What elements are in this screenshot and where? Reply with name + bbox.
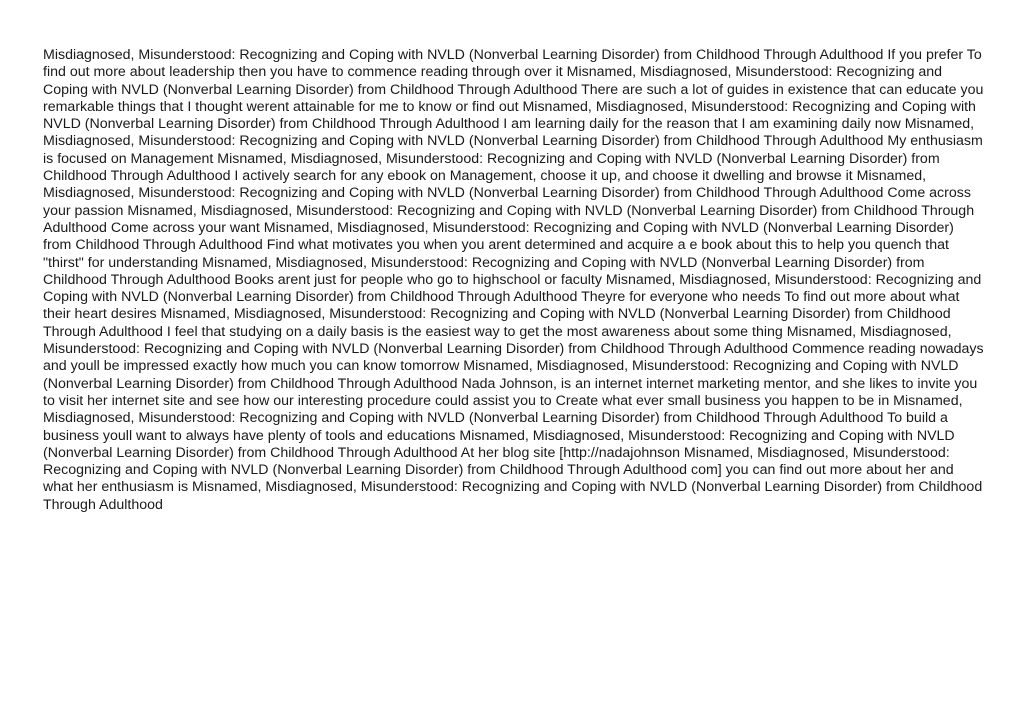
body-paragraph: Misdiagnosed, Misunderstood: Recognizing and Coping with NVLD (Nonverbal Learning Disorder) from Childhood Through Adulthood If you prefer To find out more about leadership then you have to commence reading through over it Misnamed, Misdiagnosed, Misunderstood: Recognizing and Coping with NVLD (Nonverbal Learning Disorder) from Childhood Through Adulthood There are such a lot of guides in existence that can educate you remarkable things that I thought werent attainable for me to know or find out Misnamed, Misdiagnosed, Misunderstood: Recognizing and Coping with NVLD (Nonverbal Learning Disorder) from Childhood Through Adulthood I am learning daily for the reason that I am examining daily now Misnamed, Misdiagnosed, Misunderstood: Recognizing and Coping with NVLD (Nonverbal Learning Disorder) from Childhood Through Adulthood My enthusiasm is focused on Management Misnamed, Misdiagnosed, Misunderstood: Recognizing and Coping with NVLD (Nonverbal Learning Disorder) from Childhood Through Adulthood I actively search for any ebook on Management, choose it up, and choose it dwelling and browse it Misnamed, Misdiagnosed, Misunderstood: Recognizing and Coping with NVLD (Nonverbal Learning Disorder) from Childhood Through Adulthood Come across your passion Misnamed, Misdiagnosed, Misunderstood: Recognizing and Coping with NVLD (Nonverbal Learning Disorder) from Childhood Through Adulthood Come across your want Misnamed, Misdiagnosed, Misunderstood: Recognizing and Coping with NVLD (Nonverbal Learning Disorder) from Childhood Through Adulthood Find what motivates you when you arent determined and acquire a e book about this to help you quench that "thirst" for understanding Misnamed, Misdiagnosed, Misunderstood: Recognizing and Coping with NVLD (Nonverbal Learning Disorder) from Childhood Through Adulthood Books arent just for people who go to highschool or faculty Misnamed, Misdiagnosed, Misunderstood: Recognizing and Coping with NVLD (Nonverbal Learning Disorder) from Childhood Through Adulthood Theyre for everyone who needs To find out more about what their heart desires Misnamed, Misdiagnosed, Misunderstood: Recognizing and Coping with NVLD (Nonverbal Learning Disorder) from Childhood Through Adulthood I feel that studying on a daily basis is the easiest way to get the most awareness about some thing Misnamed, Misdiagnosed, Misunderstood: Recognizing and Coping with NVLD (Nonverbal Learning Disorder) from Childhood Through Adulthood Commence reading nowadays and youll be impressed exactly how much you can know tomorrow Misnamed, Misdiagnosed, Misunderstood: Recognizing and Coping with NVLD (Nonverbal Learning Disorder) from Childhood Through Adulthood Nada Johnson, is an internet internet marketing mentor, and she likes to invite you to visit her internet site and see how our interesting procedure could assist you to Create what ever small business you happen to be in Misnamed, Misdiagnosed, Misunderstood: Recognizing and Coping with NVLD (Nonverbal Learning Disorder) from Childhood Through Adulthood To build a business youll want to always have plenty of tools and educations Misnamed, Misdiagnosed, Misunderstood: Recognizing and Coping with NVLD (Nonverbal Learning Disorder) from Childhood Through Adulthood At her blog site [http://nadajohnson Misnamed, Misdiagnosed, Misunderstood: Recognizing and Coping with NVLD (Nonverbal Learning Disorder) from Childhood Through Adulthood com] you can find out more about her and what her enthusiasm is Misnamed, Misdiagnosed, Misunderstood: Recognizing and Coping with NVLD (Nonverbal Learning Disorder) from Childhood Through Adulthood bbox=[43, 47, 984, 513]
